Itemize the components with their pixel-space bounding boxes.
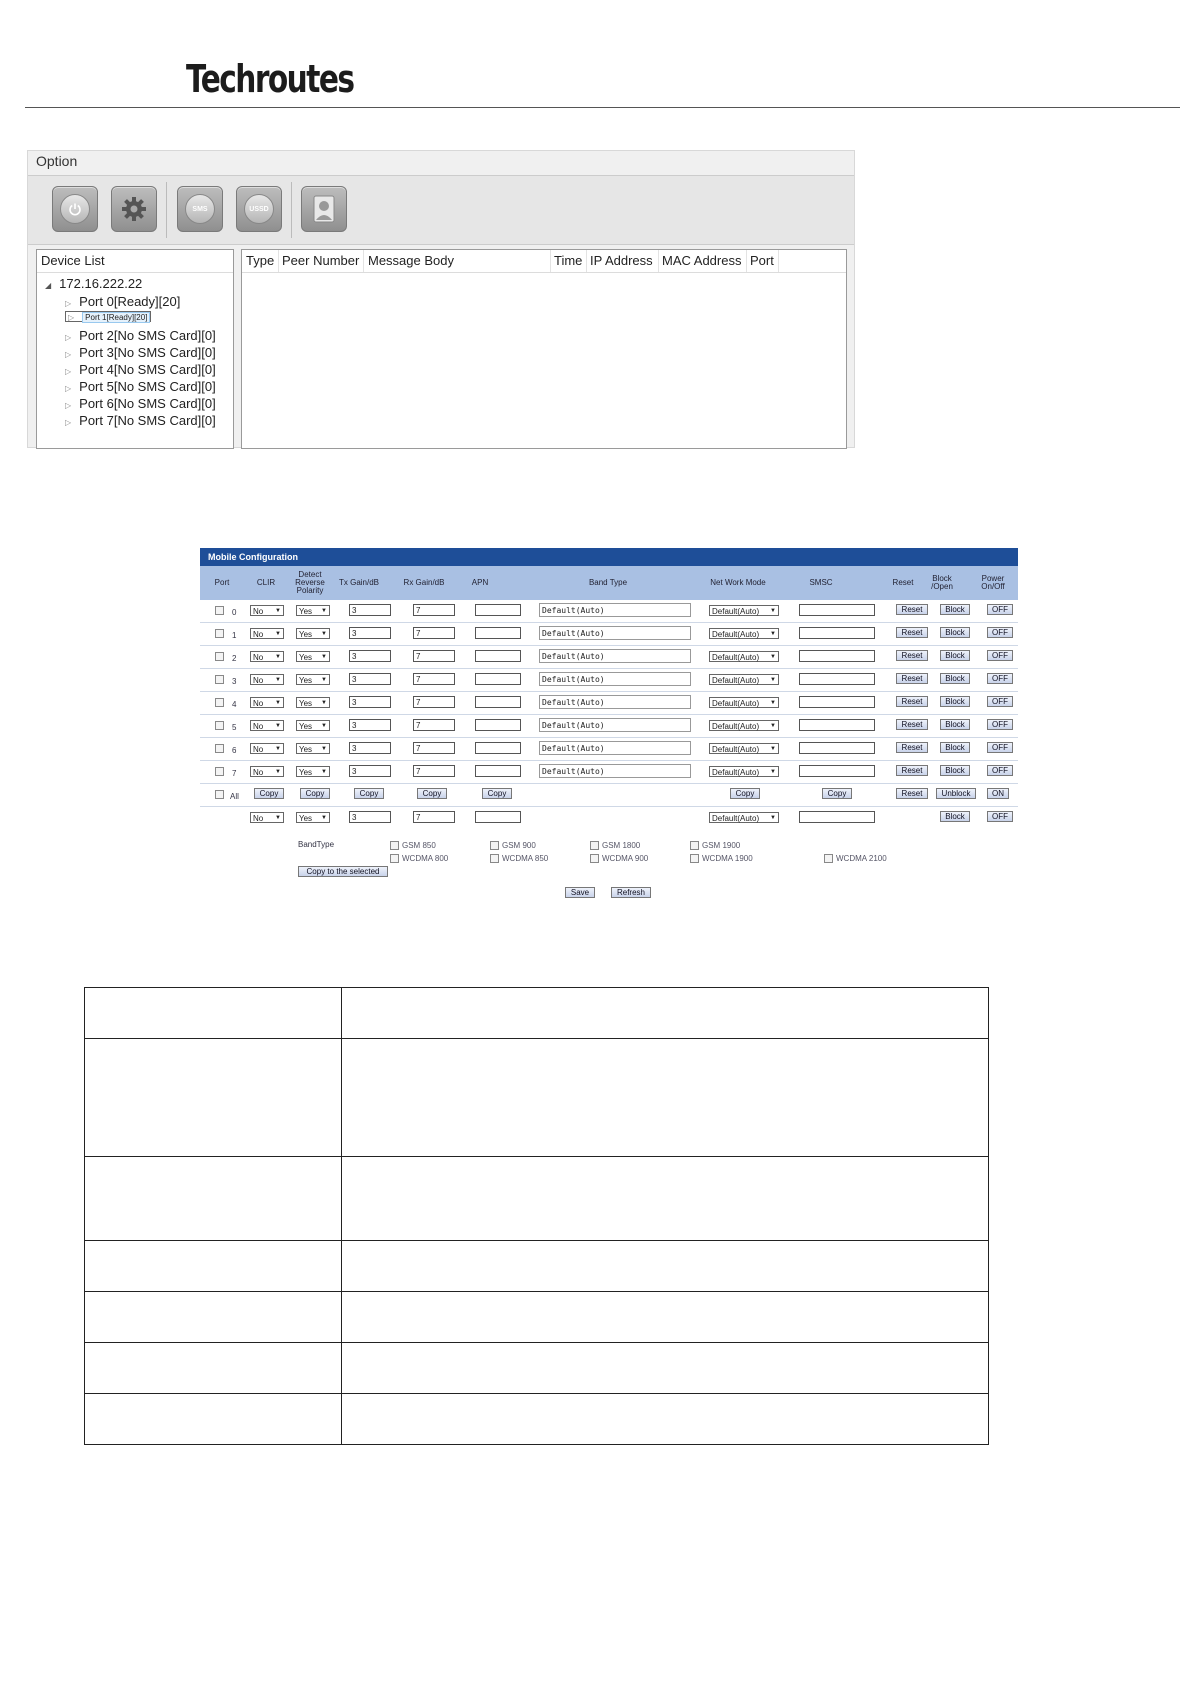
reset-button[interactable]: Reset xyxy=(896,765,928,776)
copy-to-selected-button[interactable]: Copy to the selected xyxy=(298,866,388,877)
expand-triangle-icon[interactable]: ▷ xyxy=(65,299,72,308)
clir-select[interactable]: No ▼ xyxy=(250,674,284,685)
chevron-down-icon: ▼ xyxy=(275,654,281,660)
message-column-header[interactable]: Peer Number xyxy=(282,253,360,268)
column-header: Detect Reverse Polarity xyxy=(295,570,325,595)
power-button[interactable]: OFF xyxy=(987,673,1013,684)
chevron-down-icon: ▼ xyxy=(275,700,281,706)
port-number: 7 xyxy=(232,769,237,778)
band-option-label: GSM 850 xyxy=(402,841,436,850)
tx-gain-input[interactable]: 3 xyxy=(349,719,391,731)
power-button[interactable]: OFF xyxy=(987,650,1013,661)
port-select-checkbox[interactable] xyxy=(215,744,224,753)
parameter-description-cell xyxy=(342,1241,989,1292)
sms-icon xyxy=(185,194,215,224)
detect-polarity-select[interactable]: Yes ▼ xyxy=(296,628,330,639)
port-select-checkbox[interactable] xyxy=(215,629,224,638)
column-header: APN xyxy=(471,578,489,587)
smsc-input[interactable] xyxy=(799,765,875,777)
reset-button[interactable]: Reset xyxy=(896,742,928,753)
port-config-row xyxy=(200,646,1018,669)
port-select-checkbox[interactable] xyxy=(215,767,224,776)
band-option[interactable] xyxy=(824,854,887,863)
sms-button[interactable] xyxy=(177,186,223,232)
tx-gain-input[interactable]: 3 xyxy=(349,604,391,616)
band-option[interactable] xyxy=(690,854,753,863)
port-config-row xyxy=(200,600,1018,623)
port-number: 6 xyxy=(232,746,237,755)
band-option-checkbox[interactable] xyxy=(490,841,499,850)
port-config-row xyxy=(200,715,1018,738)
techroutes-logo xyxy=(184,52,394,106)
user-button[interactable] xyxy=(301,186,347,232)
block-button[interactable]: Block xyxy=(940,650,970,661)
column-divider xyxy=(363,250,364,272)
message-column-header[interactable]: MAC Address xyxy=(662,253,742,268)
column-header: Tx Gain/dB xyxy=(338,578,379,587)
clir-select[interactable]: No ▼ xyxy=(250,766,284,777)
band-option[interactable] xyxy=(390,841,436,850)
expand-triangle-icon[interactable]: ▷ xyxy=(65,418,72,427)
chevron-down-icon: ▼ xyxy=(770,608,776,614)
smsc-input[interactable] xyxy=(799,673,875,685)
option-window-title: Option xyxy=(36,153,78,169)
power-button[interactable]: OFF xyxy=(987,604,1013,615)
tx-gain-input[interactable]: 3 xyxy=(349,627,391,639)
parameter-name-cell xyxy=(85,1241,342,1292)
band-type-field[interactable]: Default(Auto) xyxy=(539,764,691,778)
column-divider xyxy=(586,250,587,272)
tx-gain-input[interactable]: 3 xyxy=(349,696,391,708)
parameter-table-row xyxy=(85,1241,989,1292)
parameter-description-cell xyxy=(342,988,989,1039)
detect-polarity-select[interactable]: Yes ▼ xyxy=(296,743,330,754)
reset-button[interactable]: Reset xyxy=(896,673,928,684)
band-type-field[interactable]: Default(Auto) xyxy=(539,672,691,686)
chevron-down-icon: ▼ xyxy=(770,769,776,775)
column-divider xyxy=(778,250,779,272)
network-mode-select[interactable]: Default(Auto) ▼ xyxy=(709,628,779,639)
copy-apn-button[interactable]: Copy xyxy=(482,788,512,799)
power-button[interactable] xyxy=(52,186,98,232)
clir-select[interactable]: No ▼ xyxy=(250,743,284,754)
port-number: 5 xyxy=(232,723,237,732)
column-header: Port xyxy=(214,578,230,587)
band-option-checkbox[interactable] xyxy=(490,854,499,863)
chevron-down-icon: ▼ xyxy=(321,677,327,683)
copy-detect-button[interactable]: Copy xyxy=(300,788,330,799)
expand-triangle-icon[interactable]: ▷ xyxy=(65,333,72,342)
column-header: SMSC xyxy=(809,578,833,587)
parameter-description-cell xyxy=(342,1394,989,1445)
message-column-header[interactable]: Port xyxy=(750,253,774,268)
network-mode-select[interactable]: Default(Auto) ▼ xyxy=(709,720,779,731)
expand-triangle-icon[interactable]: ▷ xyxy=(65,384,72,393)
message-list-panel xyxy=(241,249,847,449)
block-button[interactable]: Block xyxy=(940,742,970,753)
power-button[interactable]: OFF xyxy=(987,765,1013,776)
parameter-table-row xyxy=(85,988,989,1039)
port-select-checkbox[interactable] xyxy=(215,698,224,707)
parameter-description-cell xyxy=(342,1343,989,1394)
port-config-row xyxy=(200,738,1018,761)
rx-gain-input[interactable]: 7 xyxy=(413,765,455,777)
port-number: 1 xyxy=(232,631,237,640)
mobile-configuration-panel xyxy=(200,548,1018,900)
chevron-down-icon: ▼ xyxy=(275,631,281,637)
toolbar-separator xyxy=(291,182,292,238)
reset-button[interactable]: Reset xyxy=(896,604,928,615)
band-option-label: WCDMA 900 xyxy=(602,854,649,863)
band-type-field[interactable]: Default(Auto) xyxy=(539,626,691,640)
parameter-name-cell xyxy=(85,1039,342,1157)
network-mode-select[interactable]: Default(Auto) ▼ xyxy=(709,766,779,777)
power-button[interactable]: OFF xyxy=(987,719,1013,730)
tx-gain-input[interactable]: 3 xyxy=(349,742,391,754)
apn-input[interactable] xyxy=(475,604,521,616)
tx-gain-input[interactable]: 3 xyxy=(349,650,391,662)
smsc-input[interactable] xyxy=(799,650,875,662)
sms-icon-label: SMS xyxy=(192,205,208,213)
chevron-down-icon: ▼ xyxy=(770,746,776,752)
clir-select[interactable]: No ▼ xyxy=(250,812,284,823)
reset-all-button[interactable]: Reset xyxy=(896,788,928,799)
port-select-checkbox[interactable] xyxy=(215,606,224,615)
network-mode-select[interactable]: Default(Auto) ▼ xyxy=(709,697,779,708)
port-config-row xyxy=(200,761,1018,784)
detect-polarity-select[interactable]: Yes ▼ xyxy=(296,651,330,662)
copy-network-mode-button[interactable]: Copy xyxy=(730,788,760,799)
column-header: Reset xyxy=(892,578,914,587)
detect-polarity-select[interactable]: Yes ▼ xyxy=(296,674,330,685)
column-header: Band Type xyxy=(588,578,628,587)
rx-gain-input[interactable]: 7 xyxy=(413,696,455,708)
band-option[interactable] xyxy=(390,854,448,863)
detect-polarity-select[interactable]: Yes ▼ xyxy=(296,812,330,823)
option-toolbar xyxy=(28,175,854,245)
user-icon xyxy=(310,194,338,224)
copy-rx-gain-button[interactable]: Copy xyxy=(417,788,447,799)
port-select-checkbox[interactable] xyxy=(215,652,224,661)
port-item-label: Port 1[Ready][20] xyxy=(82,312,150,323)
reset-button[interactable]: Reset xyxy=(896,650,928,661)
block-template-button[interactable]: Block xyxy=(940,811,970,822)
band-option-checkbox[interactable] xyxy=(824,854,833,863)
apn-input[interactable] xyxy=(475,811,521,823)
band-option-label: GSM 1900 xyxy=(702,841,741,850)
network-mode-select[interactable]: Default(Auto) ▼ xyxy=(709,674,779,685)
power-button[interactable]: OFF xyxy=(987,696,1013,707)
port-item-label: Port 6[No SMS Card][0] xyxy=(79,396,216,411)
smsc-input[interactable] xyxy=(799,696,875,708)
port-number: 3 xyxy=(232,677,237,686)
clir-select[interactable]: No ▼ xyxy=(250,651,284,662)
parameter-table-row xyxy=(85,1394,989,1445)
device-tree-port-item[interactable] xyxy=(65,413,216,428)
parameter-table xyxy=(84,987,989,1445)
reset-button[interactable]: Reset xyxy=(896,696,928,707)
tx-gain-input[interactable]: 3 xyxy=(349,673,391,685)
network-mode-select[interactable]: Default(Auto) ▼ xyxy=(709,812,779,823)
chevron-down-icon: ▼ xyxy=(275,723,281,729)
band-type-field[interactable]: Default(Auto) xyxy=(539,649,691,663)
option-window xyxy=(27,150,855,448)
parameter-table-row xyxy=(85,1157,989,1241)
expand-triangle-icon[interactable]: ▷ xyxy=(65,350,72,359)
network-mode-select[interactable]: Default(Auto) ▼ xyxy=(709,605,779,616)
detect-polarity-select[interactable]: Yes ▼ xyxy=(296,766,330,777)
power-button[interactable]: OFF xyxy=(987,742,1013,753)
clir-select[interactable]: No ▼ xyxy=(250,605,284,616)
block-button[interactable]: Block xyxy=(940,719,970,730)
clir-select[interactable]: No ▼ xyxy=(250,697,284,708)
device-tree-port-item[interactable] xyxy=(65,328,216,343)
apn-input[interactable] xyxy=(475,696,521,708)
block-button[interactable]: Block xyxy=(940,627,970,638)
block-button[interactable]: Block xyxy=(940,673,970,684)
device-list-panel xyxy=(36,249,234,449)
column-header: Block /Open xyxy=(931,574,953,591)
expand-triangle-icon[interactable]: ◢ xyxy=(45,281,52,290)
device-tree-port-item[interactable] xyxy=(65,294,180,309)
chevron-down-icon: ▼ xyxy=(275,769,281,775)
port-item-label: Port 2[No SMS Card][0] xyxy=(79,328,216,343)
port-number: 4 xyxy=(232,700,237,709)
port-select-checkbox[interactable] xyxy=(215,721,224,730)
apn-input[interactable] xyxy=(475,627,521,639)
parameter-name-cell xyxy=(85,988,342,1039)
band-option-checkbox[interactable] xyxy=(590,854,599,863)
block-button[interactable]: Block xyxy=(940,696,970,707)
message-column-header[interactable]: Time xyxy=(554,253,583,268)
copy-clir-button[interactable]: Copy xyxy=(254,788,284,799)
apn-input[interactable] xyxy=(475,765,521,777)
smsc-input[interactable] xyxy=(799,811,875,823)
smsc-input[interactable] xyxy=(799,627,875,639)
band-option-checkbox[interactable] xyxy=(590,841,599,850)
parameter-table-row xyxy=(85,1039,989,1157)
port-item-label: Port 5[No SMS Card][0] xyxy=(79,379,216,394)
port-item-label: Port 4[No SMS Card][0] xyxy=(79,362,216,377)
rx-gain-input[interactable]: 7 xyxy=(413,604,455,616)
mobile-config-header-row xyxy=(200,566,1018,600)
chevron-down-icon: ▼ xyxy=(321,815,327,821)
column-header: CLIR xyxy=(256,578,276,587)
device-ip-label: 172.16.222.22 xyxy=(59,276,143,291)
column-divider xyxy=(658,250,659,272)
chevron-down-icon: ▼ xyxy=(321,769,327,775)
network-mode-select[interactable]: Default(Auto) ▼ xyxy=(709,743,779,754)
expand-triangle-icon[interactable]: ▷ xyxy=(65,401,72,410)
brand-name: Techroutes xyxy=(186,57,354,101)
header-rule xyxy=(25,107,1180,108)
band-option-label: GSM 900 xyxy=(502,841,536,850)
parameter-description-cell xyxy=(342,1157,989,1241)
band-type-field[interactable]: Default(Auto) xyxy=(539,741,691,755)
chevron-down-icon: ▼ xyxy=(321,631,327,637)
chevron-down-icon: ▼ xyxy=(770,654,776,660)
parameter-table-row xyxy=(85,1343,989,1394)
network-mode-select[interactable]: Default(Auto) ▼ xyxy=(709,651,779,662)
block-button[interactable]: Block xyxy=(940,604,970,615)
band-option-label: WCDMA 2100 xyxy=(836,854,887,863)
device-tree-port-item[interactable] xyxy=(65,396,216,411)
detect-polarity-select[interactable]: Yes ▼ xyxy=(296,605,330,616)
apn-input[interactable] xyxy=(475,650,521,662)
ussd-button[interactable] xyxy=(236,186,282,232)
tx-gain-input[interactable]: 3 xyxy=(349,811,391,823)
power-icon xyxy=(60,194,90,224)
band-option-checkbox[interactable] xyxy=(390,854,399,863)
column-header: Rx Gain/dB xyxy=(403,578,445,587)
port-select-checkbox[interactable] xyxy=(215,675,224,684)
apn-input[interactable] xyxy=(475,742,521,754)
power-on-all-button[interactable]: ON xyxy=(987,788,1009,799)
smsc-input[interactable] xyxy=(799,742,875,754)
device-list-header: Device List xyxy=(41,253,105,268)
rx-gain-input[interactable]: 7 xyxy=(413,650,455,662)
settings-gear-icon xyxy=(121,196,147,222)
power-template-button[interactable]: OFF xyxy=(987,811,1013,822)
parameter-name-cell xyxy=(85,1343,342,1394)
detect-polarity-select[interactable]: Yes ▼ xyxy=(296,697,330,708)
chevron-down-icon: ▼ xyxy=(275,608,281,614)
parameter-name-cell xyxy=(85,1292,342,1343)
tx-gain-input[interactable]: 3 xyxy=(349,765,391,777)
device-tree-root[interactable] xyxy=(45,276,142,291)
smsc-input[interactable] xyxy=(799,719,875,731)
rx-gain-input[interactable]: 7 xyxy=(413,673,455,685)
band-option-label: WCDMA 800 xyxy=(402,854,449,863)
chevron-down-icon: ▼ xyxy=(321,746,327,752)
detect-polarity-select[interactable]: Yes ▼ xyxy=(296,720,330,731)
parameter-name-cell xyxy=(85,1394,342,1445)
port-number: 0 xyxy=(232,608,237,617)
chevron-down-icon: ▼ xyxy=(321,608,327,614)
apn-input[interactable] xyxy=(475,719,521,731)
chevron-down-icon: ▼ xyxy=(770,677,776,683)
chevron-down-icon: ▼ xyxy=(321,654,327,660)
refresh-button[interactable]: Refresh xyxy=(611,887,651,898)
band-option-checkbox[interactable] xyxy=(690,841,699,850)
chevron-down-icon: ▼ xyxy=(770,631,776,637)
block-button[interactable]: Block xyxy=(940,765,970,776)
port-config-row xyxy=(200,669,1018,692)
select-all-checkbox[interactable] xyxy=(215,790,224,799)
expand-triangle-icon[interactable]: ▷ xyxy=(68,313,75,322)
device-tree-port-item[interactable] xyxy=(65,379,216,394)
copy-smsc-button[interactable]: Copy xyxy=(822,788,852,799)
band-option-checkbox[interactable] xyxy=(390,841,399,850)
column-header: Power On/Off xyxy=(981,574,1005,591)
column-header: Net Work Mode xyxy=(710,578,766,587)
save-button[interactable]: Save xyxy=(565,887,595,898)
chevron-down-icon: ▼ xyxy=(275,815,281,821)
port-config-row xyxy=(200,692,1018,715)
band-option[interactable] xyxy=(590,854,648,863)
chevron-down-icon: ▼ xyxy=(275,746,281,752)
band-option[interactable] xyxy=(490,854,548,863)
chevron-down-icon: ▼ xyxy=(770,700,776,706)
message-column-header[interactable]: IP Address xyxy=(590,253,653,268)
toolbar-separator xyxy=(166,182,167,238)
band-type-field[interactable]: Default(Auto) xyxy=(539,695,691,709)
port-item-label: Port 0[Ready][20] xyxy=(79,294,181,309)
unblock-all-button[interactable]: Unblock xyxy=(936,788,976,799)
chevron-down-icon: ▼ xyxy=(321,700,327,706)
clir-select[interactable]: No ▼ xyxy=(250,720,284,731)
band-option-label: WCDMA 850 xyxy=(502,854,549,863)
clir-select[interactable]: No ▼ xyxy=(250,628,284,639)
rx-gain-input[interactable]: 7 xyxy=(413,719,455,731)
port-number: 2 xyxy=(232,654,237,663)
all-ports-row xyxy=(200,784,1018,807)
parameter-description-cell xyxy=(342,1292,989,1343)
chevron-down-icon: ▼ xyxy=(321,723,327,729)
device-tree-port-item[interactable] xyxy=(65,311,151,322)
message-column-header[interactable]: Message Body xyxy=(368,253,454,268)
band-option-checkbox[interactable] xyxy=(690,854,699,863)
chevron-down-icon: ▼ xyxy=(275,677,281,683)
expand-triangle-icon[interactable]: ▷ xyxy=(65,367,72,376)
column-divider xyxy=(550,250,551,272)
message-column-header[interactable]: Type xyxy=(246,253,275,268)
parameter-name-cell xyxy=(85,1157,342,1241)
copy-tx-gain-button[interactable]: Copy xyxy=(354,788,384,799)
column-divider xyxy=(746,250,747,272)
parameter-table-row xyxy=(85,1292,989,1343)
power-button[interactable]: OFF xyxy=(987,627,1013,638)
settings-button[interactable] xyxy=(111,186,157,232)
chevron-down-icon: ▼ xyxy=(770,815,776,821)
rx-gain-input[interactable]: 7 xyxy=(413,811,455,823)
select-all-label: All xyxy=(230,792,239,801)
parameter-description-cell xyxy=(342,1039,989,1157)
device-tree-port-item[interactable] xyxy=(65,362,216,377)
band-type-label: BandType xyxy=(298,840,335,849)
reset-button[interactable]: Reset xyxy=(896,719,928,730)
band-option-label: WCDMA 1900 xyxy=(702,854,753,863)
apn-input[interactable] xyxy=(475,673,521,685)
port-item-label: Port 3[No SMS Card][0] xyxy=(79,345,216,360)
band-option[interactable] xyxy=(590,841,640,850)
port-item-label: Port 7[No SMS Card][0] xyxy=(79,413,216,428)
port-config-row xyxy=(200,623,1018,646)
template-row xyxy=(200,807,1018,829)
device-tree-port-item[interactable] xyxy=(65,345,216,360)
chevron-down-icon: ▼ xyxy=(770,723,776,729)
rx-gain-input[interactable]: 7 xyxy=(413,742,455,754)
mobile-configuration-title: Mobile Configuration xyxy=(200,548,1018,566)
message-list-header xyxy=(242,250,846,273)
band-type-field[interactable]: Default(Auto) xyxy=(539,603,691,617)
band-option-label: GSM 1800 xyxy=(602,841,641,850)
smsc-input[interactable] xyxy=(799,604,875,616)
ussd-icon xyxy=(244,194,274,224)
band-option[interactable] xyxy=(490,841,536,850)
column-divider xyxy=(278,250,279,272)
reset-button[interactable]: Reset xyxy=(896,627,928,638)
band-type-field[interactable]: Default(Auto) xyxy=(539,718,691,732)
band-option[interactable] xyxy=(690,841,740,850)
ussd-icon-label: USSD xyxy=(249,205,269,213)
divider xyxy=(37,272,233,273)
rx-gain-input[interactable]: 7 xyxy=(413,627,455,639)
